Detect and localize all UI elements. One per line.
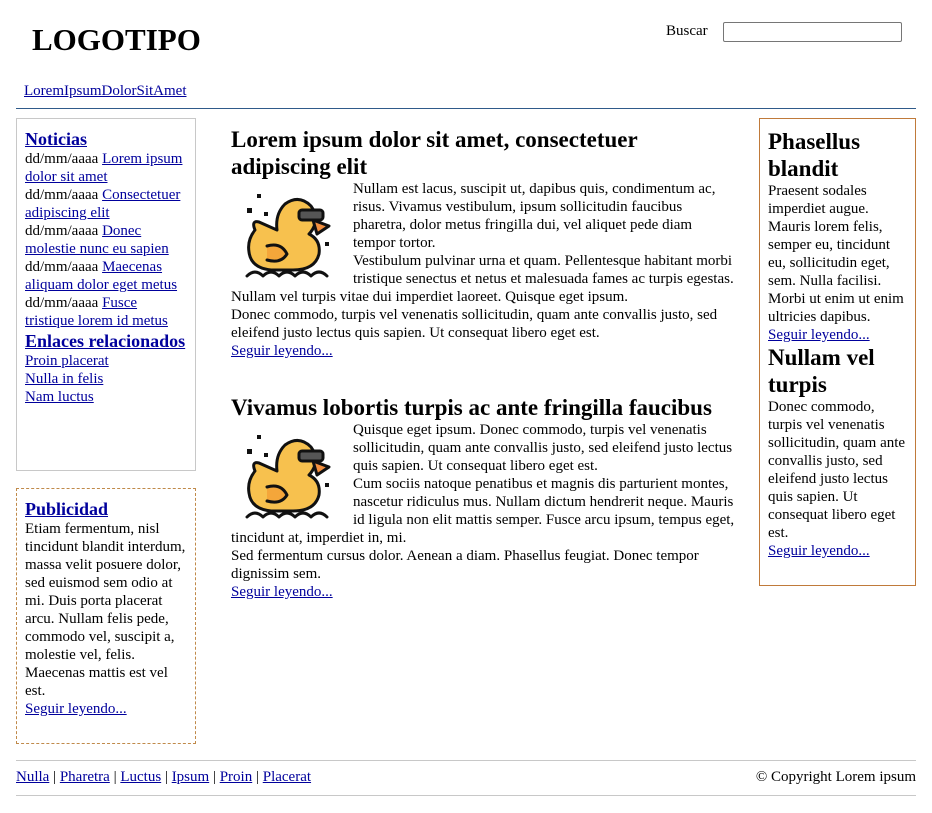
top-nav-link[interactable]: LoremIpsumDolorSitAmet bbox=[24, 83, 187, 99]
related-link[interactable]: Nulla in felis bbox=[25, 371, 104, 387]
news-link[interactable]: Maecenas aliquam dolor eget metus bbox=[25, 259, 178, 293]
news-link[interactable]: Fusce tristique lorem id metus bbox=[25, 295, 168, 329]
article-read-more-link[interactable]: Seguir leyendo... bbox=[231, 584, 333, 600]
sidebar-text: Praesent sodales imperdiet augue. Mauris lorem felis, semper eu, tincidunt eu, sollicitudin eget, sem. Nulla facilisi. Morbi ut enim ut enim ultricies dapibus. bbox=[768, 183, 904, 325]
news-title-link[interactable]: Noticias bbox=[25, 129, 87, 149]
news-item bbox=[25, 150, 187, 186]
article-paragraph: Nullam est lacus, suscipit ut, dapibus quis, condimentum ac, risus. Vivamus vestibulum, ipsum sollicitudin faucibus pharetra, dolor metus fringilla dui, vel aliquet pede diam tempor tortor. bbox=[353, 181, 716, 251]
copyright: © Copyright Lorem ipsum bbox=[755, 769, 916, 785]
duck-icon bbox=[237, 425, 337, 523]
related-link[interactable]: Nam luctus bbox=[25, 389, 94, 405]
related-title-link[interactable]: Enlaces relacionados bbox=[25, 331, 186, 351]
article-read-more-link[interactable]: Seguir leyendo... bbox=[231, 343, 333, 359]
news-date: dd/mm/aaaa bbox=[25, 223, 99, 239]
related-link[interactable]: Proin placerat bbox=[25, 353, 109, 369]
article-paragraph: Cum sociis natoque penatibus et magnis dis parturient montes, nascetur ridiculus mus. Nullam dictum hendrerit neque. Mauris id ligula non elit mattis semper. Fusce arcu ipsum, tempus eget, tincidunt at, imperdiet in, mi. bbox=[231, 476, 735, 546]
header-divider bbox=[16, 108, 916, 109]
news-date: dd/mm/aaaa bbox=[25, 151, 99, 167]
news-item bbox=[25, 294, 187, 330]
news-heading bbox=[25, 128, 187, 150]
footer-separator: | bbox=[113, 769, 117, 785]
sidebar-text: Donec commodo, turpis vel venenatis sollicitudin, quam ante convallis justo, sed eleifend justo lectus quis sapien. Ut consequat libero eget est. bbox=[768, 399, 906, 541]
search-label: Buscar bbox=[666, 23, 708, 39]
sidebar-heading: Phasellus blandit bbox=[768, 129, 861, 181]
news-item bbox=[25, 222, 187, 258]
sidebar-read-more-link[interactable]: Seguir leyendo... bbox=[768, 543, 870, 559]
logo: LOGOTIPO bbox=[32, 22, 201, 57]
footer-top-divider bbox=[16, 760, 916, 761]
article-title: Vivamus lobortis turpis ac ante fringilla faucibus bbox=[231, 395, 712, 420]
article-paragraph: Sed fermentum cursus dolor. Aenean a diam. Phasellus feugiat. Donec tempor dignissim sem. bbox=[231, 548, 699, 582]
footer-link[interactable]: Luctus bbox=[120, 769, 162, 785]
sidebar-heading: Nullam vel turpis bbox=[768, 345, 875, 397]
footer-separator: | bbox=[164, 769, 168, 785]
article-paragraph: Vestibulum pulvinar urna et quam. Pellentesque habitant morbi tristique senectus et netus et malesuada fames ac turpis egestas. Nullam vel turpis vitae dui imperdiet laoreet. Quisque eget ipsum. bbox=[231, 253, 734, 305]
news-link[interactable]: Consectetuer adipiscing elit bbox=[25, 187, 181, 221]
sidebar-read-more-link[interactable]: Seguir leyendo... bbox=[768, 327, 870, 343]
duck-icon bbox=[237, 184, 337, 282]
news-box bbox=[16, 118, 196, 471]
article-paragraph: Donec commodo, turpis vel venenatis sollicitudin, quam ante convallis justo, sed eleifend justo lectus quis sapien. Ut consequat libero eget est. bbox=[231, 307, 718, 341]
footer-link[interactable]: Proin bbox=[219, 769, 253, 785]
footer-separator: | bbox=[212, 769, 216, 785]
article bbox=[231, 126, 737, 360]
footer-separator: | bbox=[53, 769, 57, 785]
footer-separator: | bbox=[255, 769, 259, 785]
right-sidebar bbox=[759, 118, 916, 586]
news-link[interactable]: Donec molestie nunc eu sapien bbox=[25, 223, 169, 257]
search-input[interactable] bbox=[723, 22, 902, 42]
ads-box bbox=[16, 488, 196, 744]
article-title: Lorem ipsum dolor sit amet, consectetuer adipiscing elit bbox=[231, 127, 638, 179]
ads-title-link[interactable]: Publicidad bbox=[25, 499, 109, 519]
news-date: dd/mm/aaaa bbox=[25, 295, 99, 311]
news-link[interactable]: Lorem ipsum dolor sit amet bbox=[25, 151, 183, 185]
footer-link[interactable]: Pharetra bbox=[59, 769, 110, 785]
article bbox=[231, 394, 737, 601]
news-date: dd/mm/aaaa bbox=[25, 259, 99, 275]
footer-bottom-divider bbox=[16, 795, 916, 796]
ads-heading bbox=[25, 498, 187, 520]
news-date: dd/mm/aaaa bbox=[25, 187, 99, 203]
news-item bbox=[25, 258, 187, 294]
news-item bbox=[25, 186, 187, 222]
ads-read-more-link[interactable]: Seguir leyendo... bbox=[25, 701, 127, 717]
footer-link[interactable]: Ipsum bbox=[171, 769, 210, 785]
article-paragraph: Quisque eget ipsum. Donec commodo, turpis vel venenatis sollicitudin, quam ante convallis justo, sed eleifend justo lectus quis sapien. Ut consequat libero eget est. bbox=[353, 422, 733, 474]
footer-link[interactable]: Nulla bbox=[16, 769, 50, 785]
ads-text: Etiam fermentum, nisl tincidunt blandit interdum, massa velit posuere dolor, sed euismod sem odio at mi. Duis porta placerat arcu. Nullam felis pede, commodo vel, suscipit a, molestie vel, felis. Maecenas mattis est vel est. bbox=[25, 521, 186, 699]
footer-link[interactable]: Placerat bbox=[262, 769, 312, 785]
related-heading bbox=[25, 330, 187, 352]
footer-nav bbox=[16, 769, 311, 786]
